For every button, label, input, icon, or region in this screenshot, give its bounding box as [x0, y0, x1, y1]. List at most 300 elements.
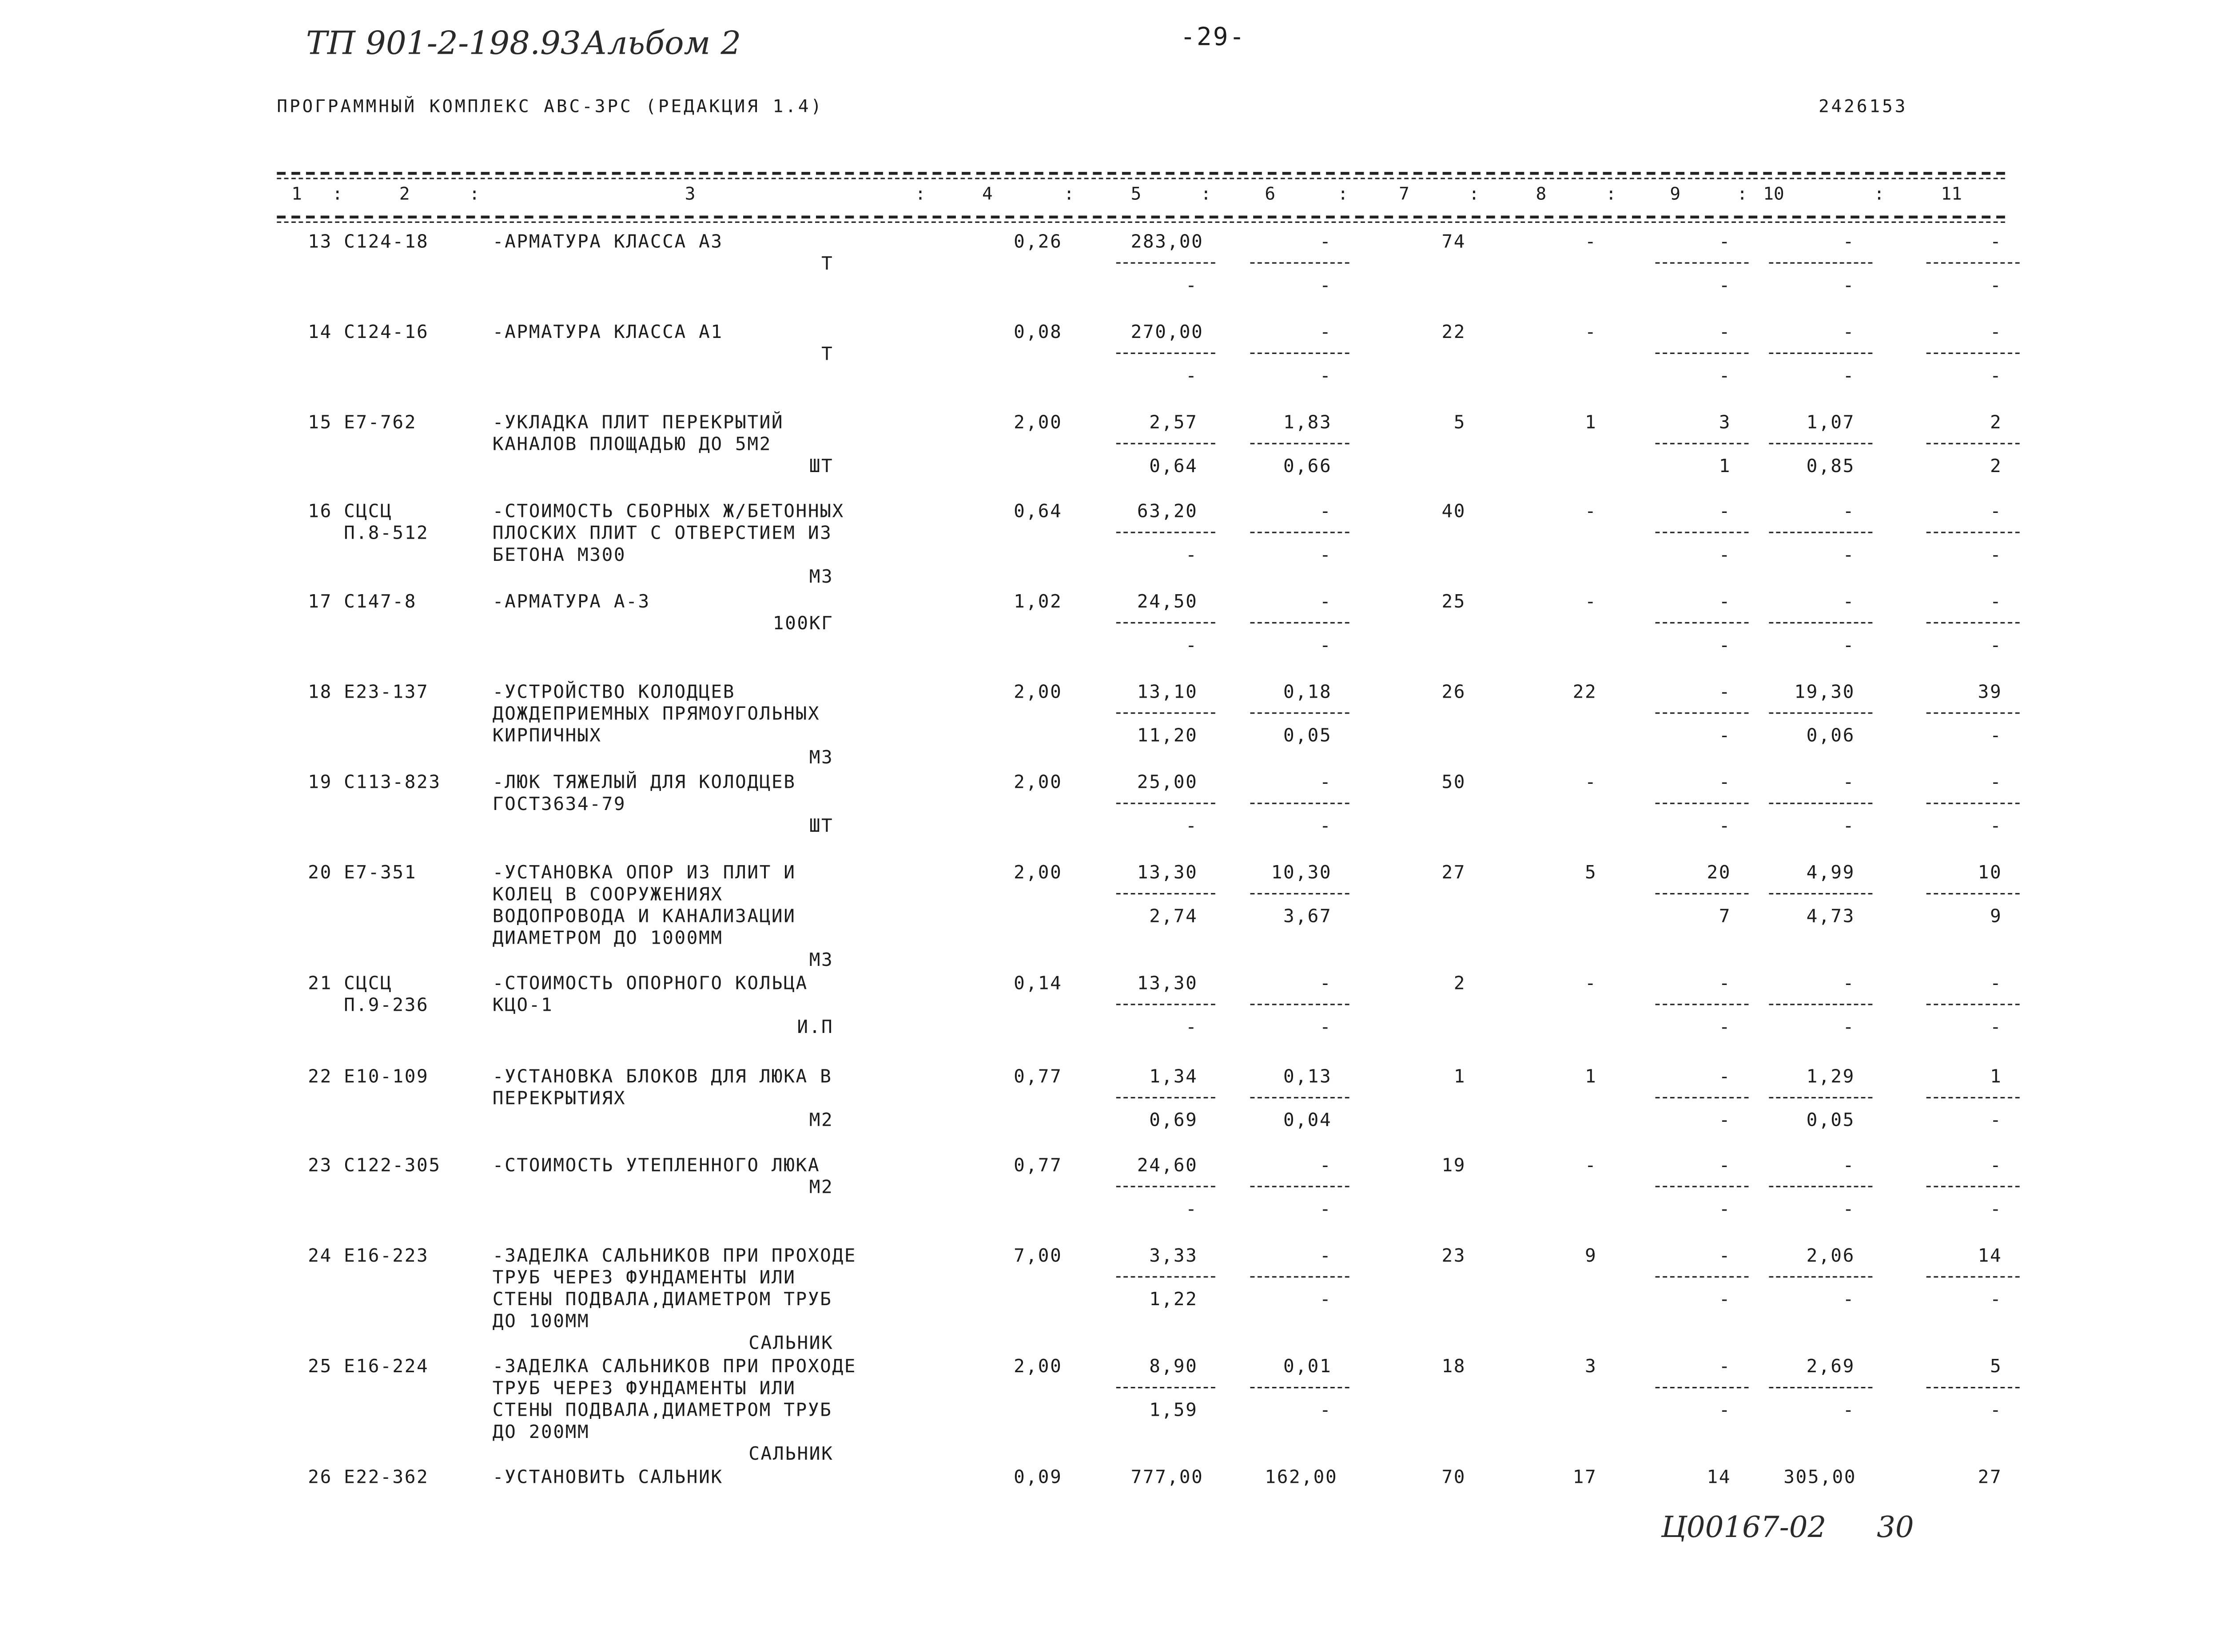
resource-code: Е7-762 [344, 411, 417, 433]
cost-col-6-top: - [1319, 590, 1332, 612]
work-description: СТЕНЫ ПОДВАЛА,ДИАМЕТРОМ ТРУБ [492, 1398, 832, 1421]
cost-col-5-top: 270,00 [1130, 320, 1204, 342]
cost-col-6-fraction-rule [1250, 443, 1349, 444]
cost-col-5-bottom: - [1186, 364, 1198, 386]
col-sep: : [1874, 183, 1885, 204]
row-number: 20 [308, 861, 332, 883]
work-description: -СТОИМОСТЬ СБОРНЫХ Ж/БЕТОННЫХ [492, 500, 844, 522]
cost-col-6-top: 162,00 [1265, 1465, 1338, 1488]
work-description: -ЗАДЕЛКА САЛЬНИКОВ ПРИ ПРОХОДЕ [492, 1244, 857, 1266]
cost-col-6-fraction-rule [1250, 622, 1349, 623]
cost-col-5-fraction-rule [1116, 1004, 1215, 1005]
table-top-rule-2 [277, 178, 2005, 179]
handwritten-sheet-number: 30 [1877, 1509, 1914, 1545]
resource-code: С147-8 [344, 590, 417, 612]
row-number: 24 [308, 1244, 332, 1266]
cost-col-11-top: 27 [1978, 1465, 2002, 1488]
cost-col-5-top: 8,90 [1149, 1354, 1198, 1377]
work-description: ПЛОСКИХ ПЛИТ С ОТВЕРСТИЕМ ИЗ [492, 521, 832, 544]
unit-of-measure: САЛЬНИК [748, 1331, 834, 1354]
cost-col-8: 22 [1572, 680, 1597, 703]
cost-col-9-bottom: 7 [1719, 905, 1731, 927]
cost-col-6-bottom: - [1319, 1015, 1332, 1037]
cost-col-10-fraction-rule [1769, 443, 1872, 444]
cost-col-5-bottom: 1,59 [1149, 1398, 1198, 1421]
quantity: 2,00 [1014, 411, 1063, 433]
cost-col-8: 5 [1584, 861, 1597, 883]
cost-col-6-fraction-rule [1250, 532, 1349, 533]
work-description: -СТОИМОСТЬ ОПОРНОГО КОЛЬЦА [492, 972, 808, 994]
cost-col-11-top: - [1990, 590, 2002, 612]
resource-code: СЦСЦ [344, 972, 393, 994]
quantity: 1,02 [1014, 590, 1063, 612]
cost-col-11-fraction-rule [1926, 532, 2020, 533]
cost-col-7: 23 [1441, 1244, 1466, 1266]
col-header-5: 5 [1130, 183, 1142, 204]
cost-col-11-bottom: - [1990, 1398, 2002, 1421]
cost-col-5-fraction-rule [1116, 262, 1215, 263]
cost-col-6-fraction-rule [1250, 1097, 1349, 1098]
cost-col-6-top: 0,01 [1283, 1354, 1332, 1377]
col-header-10: 10 [1763, 183, 1784, 204]
unit-of-measure: М3 [809, 746, 834, 768]
resource-code: П.9-236 [344, 993, 429, 1016]
handwritten-album-label: Альбом 2 [583, 26, 741, 63]
cost-col-9-fraction-rule [1656, 712, 1749, 714]
cost-col-5-top: 24,60 [1137, 1154, 1198, 1176]
cost-col-10-top: 4,99 [1806, 861, 1855, 883]
cost-col-9-bottom: - [1719, 724, 1731, 746]
cost-col-6-top: - [1319, 1244, 1332, 1266]
cost-col-9-top: - [1719, 500, 1731, 522]
cost-col-7: 18 [1441, 1354, 1466, 1377]
cost-col-8: 3 [1584, 1354, 1597, 1377]
col-sep: : [915, 183, 926, 204]
unit-of-measure: САЛЬНИК [748, 1442, 834, 1464]
cost-col-10-bottom: 4,73 [1806, 905, 1855, 927]
cost-col-10-top: - [1843, 590, 1855, 612]
cost-col-5-top: 1,34 [1149, 1064, 1198, 1087]
cost-col-11-top: 14 [1978, 1244, 2002, 1266]
cost-col-5-fraction-rule [1116, 353, 1215, 354]
quantity: 0,77 [1014, 1064, 1063, 1087]
work-description: -УКЛАДКА ПЛИТ ПЕРЕКРЫТИЙ [492, 411, 784, 433]
cost-col-6-fraction-rule [1250, 353, 1349, 354]
cost-col-11-top: 1 [1990, 1064, 2002, 1087]
cost-col-9-top: - [1719, 1154, 1731, 1176]
col-sep: : [1606, 183, 1616, 204]
cost-col-11-top: 10 [1978, 861, 2002, 883]
cost-col-10-fraction-rule [1769, 1004, 1872, 1005]
row-number: 21 [308, 972, 332, 994]
cost-col-5-bottom: - [1186, 274, 1198, 296]
cost-col-10-top: 1,07 [1806, 411, 1855, 433]
col-header-7: 7 [1399, 183, 1409, 204]
resource-code: Е23-137 [344, 680, 429, 703]
cost-col-11-bottom: 2 [1990, 454, 2002, 477]
unit-of-measure: 100КГ [772, 612, 834, 634]
col-header-1: 1 [291, 183, 302, 204]
col-header-4: 4 [982, 183, 993, 204]
cost-col-9-fraction-rule [1656, 532, 1749, 533]
cost-col-11-bottom: - [1990, 814, 2002, 836]
cost-col-9-bottom: - [1719, 274, 1731, 296]
cost-col-5-top: 777,00 [1130, 1465, 1204, 1488]
cost-col-11-top: 39 [1978, 680, 2002, 703]
quantity: 7,00 [1014, 1244, 1063, 1266]
resource-code: С124-18 [344, 230, 429, 252]
cost-col-11-fraction-rule [1926, 1276, 2020, 1278]
cost-col-9-bottom: - [1719, 1015, 1731, 1037]
cost-col-5-fraction-rule [1116, 443, 1215, 444]
work-description: КАНАЛОВ ПЛОЩАДЬЮ ДО 5М2 [492, 433, 772, 455]
cost-col-10-top: - [1843, 972, 1855, 994]
cost-col-9-fraction-rule [1656, 443, 1749, 444]
cost-col-9-fraction-rule [1656, 1004, 1749, 1005]
cost-col-5-top: 283,00 [1130, 230, 1204, 252]
col-header-11: 11 [1941, 183, 1962, 204]
cost-col-9-fraction-rule [1656, 893, 1749, 894]
cost-col-8: - [1584, 230, 1597, 252]
cost-col-11-bottom: - [1990, 724, 2002, 746]
cost-col-8: 9 [1584, 1244, 1597, 1266]
handwritten-archive-code: Ц00167-02 [1661, 1509, 1827, 1545]
quantity: 0,26 [1014, 230, 1063, 252]
col-header-2: 2 [399, 183, 410, 204]
work-description: КОЛЕЦ В СООРУЖЕНИЯХ [492, 882, 723, 905]
cost-col-9-bottom: - [1719, 1287, 1731, 1310]
table-row [274, 590, 2008, 678]
cost-col-11-fraction-rule [1926, 443, 2020, 444]
cost-col-7: 2 [1453, 972, 1466, 994]
document-code: 2426153 [1818, 96, 1908, 117]
table-row [274, 1154, 2008, 1241]
cost-col-8: - [1584, 320, 1597, 342]
cost-col-11-bottom: - [1990, 274, 2002, 296]
cost-col-5-bottom: 11,20 [1137, 724, 1198, 746]
cost-col-5-bottom: 1,22 [1149, 1287, 1198, 1310]
quantity: 2,00 [1014, 861, 1063, 883]
row-number: 13 [308, 230, 332, 252]
col-sep: : [1063, 183, 1075, 204]
cost-col-9-bottom: - [1719, 543, 1731, 565]
row-number: 19 [308, 770, 332, 793]
cost-col-9-top: - [1719, 1244, 1731, 1266]
resource-code: С124-16 [344, 320, 429, 342]
cost-col-5-fraction-rule [1116, 1097, 1215, 1098]
cost-col-5-fraction-rule [1116, 622, 1215, 623]
quantity: 2,00 [1014, 770, 1063, 793]
cost-col-9-fraction-rule [1656, 353, 1749, 354]
cost-col-6-top: 0,18 [1283, 680, 1332, 703]
cost-col-5-bottom: - [1186, 633, 1198, 656]
cost-col-9-top: - [1719, 680, 1731, 703]
cost-col-8: 1 [1584, 1064, 1597, 1087]
col-sep: : [332, 183, 343, 204]
table-row [274, 230, 2008, 318]
table-row [274, 1065, 2008, 1152]
work-description: -ЛЮК ТЯЖЕЛЫЙ ДЛЯ КОЛОДЦЕВ [492, 770, 796, 793]
cost-col-9-top: - [1719, 972, 1731, 994]
cost-col-10-bottom: - [1843, 633, 1855, 656]
cost-col-7: 5 [1453, 411, 1466, 433]
work-description: ПЕРЕКРЫТИЯХ [492, 1087, 626, 1109]
cost-col-10-top: - [1843, 320, 1855, 342]
cost-col-10-bottom: 0,05 [1806, 1108, 1855, 1131]
page-number: -29- [1180, 23, 1246, 53]
cost-col-6-bottom: - [1319, 1197, 1332, 1219]
table-row [274, 411, 2008, 498]
work-description: КЦО-1 [492, 993, 553, 1016]
cost-col-7: 26 [1441, 680, 1466, 703]
col-sep: : [1337, 183, 1349, 204]
work-description: -УСТАНОВИТЬ САЛЬНИК [492, 1465, 723, 1488]
cost-col-10-top: 1,29 [1806, 1064, 1855, 1087]
row-number: 25 [308, 1354, 332, 1377]
cost-col-9-bottom: - [1719, 814, 1731, 836]
cost-col-5-top: 13,30 [1137, 972, 1198, 994]
cost-col-10-bottom: - [1843, 1287, 1855, 1310]
cost-col-11-bottom: - [1990, 543, 2002, 565]
cost-col-6-fraction-rule [1250, 712, 1349, 714]
work-description: ТРУБ ЧЕРЕЗ ФУНДАМЕНТЫ ИЛИ [492, 1376, 796, 1399]
cost-col-10-fraction-rule [1769, 712, 1872, 714]
table-row [274, 1244, 2008, 1354]
cost-col-6-bottom: - [1319, 633, 1332, 656]
cost-col-9-bottom: 1 [1719, 454, 1731, 477]
row-number: 17 [308, 590, 332, 612]
cost-col-10-bottom: 0,85 [1806, 454, 1855, 477]
cost-col-10-fraction-rule [1769, 1387, 1872, 1388]
cost-col-10-bottom: - [1843, 1015, 1855, 1037]
col-sep: : [1201, 183, 1211, 204]
cost-col-6-top: 0,13 [1283, 1064, 1332, 1087]
cost-col-5-bottom: - [1186, 1015, 1198, 1037]
cost-col-7: 27 [1441, 861, 1466, 883]
table-row [274, 1354, 2008, 1464]
cost-col-6-bottom: 3,67 [1283, 905, 1332, 927]
cost-col-5-bottom: - [1186, 1197, 1198, 1219]
col-header-9: 9 [1670, 183, 1681, 204]
cost-col-6-bottom: - [1319, 1287, 1332, 1310]
cost-col-6-top: 10,30 [1271, 861, 1332, 883]
quantity: 0,09 [1014, 1465, 1063, 1488]
col-sep: : [1737, 183, 1747, 204]
cost-col-10-bottom: - [1843, 274, 1855, 296]
cost-col-10-top: 19,30 [1794, 680, 1855, 703]
work-description: -ЗАДЕЛКА САЛЬНИКОВ ПРИ ПРОХОДЕ [492, 1354, 857, 1377]
resource-code: Е7-351 [344, 861, 417, 883]
cost-col-11-fraction-rule [1926, 622, 2020, 623]
cost-col-5-fraction-rule [1116, 893, 1215, 894]
cost-col-10-bottom: - [1843, 1398, 1855, 1421]
cost-col-9-fraction-rule [1656, 1276, 1749, 1278]
cost-col-6-fraction-rule [1250, 1004, 1349, 1005]
cost-col-11-fraction-rule [1926, 712, 2020, 714]
work-description: ДОЖДЕПРИЕМНЫХ ПРЯМОУГОЛЬНЫХ [492, 702, 820, 724]
cost-col-8: - [1584, 1154, 1597, 1176]
cost-col-6-bottom: 0,66 [1283, 454, 1332, 477]
cost-col-6-top: - [1319, 770, 1332, 793]
table-header-bottom-rule-2 [277, 222, 2005, 223]
table-row [274, 770, 2008, 858]
col-sep: : [469, 183, 480, 204]
cost-col-8: 17 [1572, 1465, 1597, 1488]
cost-col-10-fraction-rule [1769, 893, 1872, 894]
cost-col-9-top: - [1719, 590, 1731, 612]
cost-col-10-fraction-rule [1769, 622, 1872, 623]
cost-col-6-top: - [1319, 230, 1332, 252]
cost-col-5-top: 13,10 [1137, 680, 1198, 703]
cost-col-10-top: 2,06 [1806, 1244, 1855, 1266]
work-description: ГОСТ3634-79 [492, 792, 626, 814]
cost-col-9-bottom: - [1719, 633, 1731, 656]
resource-code: П.8-512 [344, 521, 429, 544]
cost-col-10-fraction-rule [1769, 353, 1872, 354]
work-description: -УСТАНОВКА ОПОР ИЗ ПЛИТ И [492, 861, 796, 883]
work-description: ВОДОПРОВОДА И КАНАЛИЗАЦИИ [492, 905, 796, 927]
cost-col-7: 25 [1441, 590, 1466, 612]
cost-col-5-top: 13,30 [1137, 861, 1198, 883]
unit-of-measure: Т [821, 342, 834, 365]
cost-col-10-bottom: 0,06 [1806, 724, 1855, 746]
work-description: -АРМАТУРА КЛАССА А3 [492, 230, 723, 252]
cost-col-6-bottom: - [1319, 814, 1332, 836]
row-number: 23 [308, 1154, 332, 1176]
cost-col-5-fraction-rule [1116, 803, 1215, 804]
cost-col-9-fraction-rule [1656, 262, 1749, 263]
work-description: ДИАМЕТРОМ ДО 1000ММ [492, 926, 723, 949]
cost-col-6-fraction-rule [1250, 262, 1349, 263]
cost-col-5-fraction-rule [1116, 1186, 1215, 1187]
col-header-3: 3 [685, 183, 696, 204]
cost-col-11-fraction-rule [1926, 1186, 2020, 1187]
cost-col-5-fraction-rule [1116, 532, 1215, 533]
cost-col-6-top: 1,83 [1283, 411, 1332, 433]
unit-of-measure: ШТ [809, 454, 834, 477]
handwritten-project-code: ТП 901-2-198.93 [306, 26, 581, 63]
cost-col-11-bottom: - [1990, 633, 2002, 656]
cost-col-11-top: - [1990, 230, 2002, 252]
work-description: -АРМАТУРА КЛАССА А1 [492, 320, 723, 342]
cost-col-10-fraction-rule [1769, 532, 1872, 533]
cost-col-5-bottom: - [1186, 543, 1198, 565]
row-number: 18 [308, 680, 332, 703]
cost-col-10-bottom: - [1843, 364, 1855, 386]
row-number: 14 [308, 320, 332, 342]
cost-col-9-bottom: - [1719, 1398, 1731, 1421]
work-description: -УСТАНОВКА БЛОКОВ ДЛЯ ЛЮКА В [492, 1064, 832, 1087]
cost-col-5-bottom: 0,69 [1149, 1108, 1198, 1131]
cost-col-5-fraction-rule [1116, 1387, 1215, 1388]
resource-code: С122-305 [344, 1154, 441, 1176]
cost-col-11-top: - [1990, 500, 2002, 522]
cost-col-11-fraction-rule [1926, 1004, 2020, 1005]
table-row [274, 861, 2008, 970]
unit-of-measure: М3 [809, 948, 834, 970]
table-row [274, 321, 2008, 408]
cost-col-6-bottom: 0,05 [1283, 724, 1332, 746]
work-description: ТРУБ ЧЕРЕЗ ФУНДАМЕНТЫ ИЛИ [492, 1266, 796, 1288]
cost-col-10-top: - [1843, 770, 1855, 793]
cost-col-6-bottom: 0,04 [1283, 1108, 1332, 1131]
cost-col-6-bottom: - [1319, 543, 1332, 565]
cost-col-6-top: - [1319, 1154, 1332, 1176]
quantity: 0,08 [1014, 320, 1063, 342]
cost-col-8: - [1584, 770, 1597, 793]
cost-col-7: 70 [1441, 1465, 1466, 1488]
cost-col-11-bottom: - [1990, 1197, 2002, 1219]
cost-col-9-fraction-rule [1656, 803, 1749, 804]
cost-col-11-top: - [1990, 1154, 2002, 1176]
quantity: 0,77 [1014, 1154, 1063, 1176]
unit-of-measure: Т [821, 252, 834, 274]
cost-col-9-fraction-rule [1656, 1097, 1749, 1098]
cost-col-9-top: - [1719, 320, 1731, 342]
cost-col-10-bottom: - [1843, 1197, 1855, 1219]
table-header-bottom-rule [277, 215, 2005, 218]
quantity: 0,64 [1014, 500, 1063, 522]
resource-code: Е22-362 [344, 1465, 429, 1488]
resource-code: С113-823 [344, 770, 441, 793]
cost-col-8: - [1584, 972, 1597, 994]
cost-col-9-bottom: - [1719, 364, 1731, 386]
table-top-rule [277, 172, 2005, 175]
cost-col-11-fraction-rule [1926, 803, 2020, 804]
cost-col-5-top: 24,50 [1137, 590, 1198, 612]
cost-col-11-top: - [1990, 320, 2002, 342]
cost-col-11-bottom: - [1990, 1108, 2002, 1131]
cost-col-7: 50 [1441, 770, 1466, 793]
table-header-row [274, 183, 2008, 206]
cost-col-9-top: - [1719, 1354, 1731, 1377]
cost-col-7: 74 [1441, 230, 1466, 252]
row-number: 26 [308, 1465, 332, 1488]
cost-col-11-fraction-rule [1926, 1097, 2020, 1098]
unit-of-measure: И.П [797, 1015, 834, 1037]
cost-col-10-top: 305,00 [1783, 1465, 1857, 1488]
cost-col-10-fraction-rule [1769, 1097, 1872, 1098]
cost-col-11-bottom: - [1990, 1287, 2002, 1310]
cost-col-5-bottom: 0,64 [1149, 454, 1198, 477]
work-description: КИРПИЧНЫХ [492, 724, 602, 746]
cost-col-10-fraction-rule [1769, 262, 1872, 263]
cost-col-8: - [1584, 500, 1597, 522]
cost-col-11-fraction-rule [1926, 262, 2020, 263]
cost-col-6-fraction-rule [1250, 1387, 1349, 1388]
resource-code: Е16-223 [344, 1244, 429, 1266]
cost-col-6-bottom: - [1319, 274, 1332, 296]
row-number: 22 [308, 1064, 332, 1087]
cost-col-6-bottom: - [1319, 364, 1332, 386]
cost-col-10-fraction-rule [1769, 803, 1872, 804]
cost-col-7: 1 [1453, 1064, 1466, 1087]
cost-col-5-top: 3,33 [1149, 1244, 1198, 1266]
unit-of-measure: ШТ [809, 814, 834, 836]
cost-col-9-fraction-rule [1656, 1387, 1749, 1388]
cost-col-9-top: 20 [1707, 861, 1731, 883]
cost-col-5-top: 63,20 [1137, 500, 1198, 522]
cost-col-11-fraction-rule [1926, 1387, 2020, 1388]
cost-col-11-fraction-rule [1926, 893, 2020, 894]
cost-col-6-top: - [1319, 320, 1332, 342]
quantity: 0,14 [1014, 972, 1063, 994]
cost-col-9-fraction-rule [1656, 1186, 1749, 1187]
work-description: СТЕНЫ ПОДВАЛА,ДИАМЕТРОМ ТРУБ [492, 1287, 832, 1310]
work-description: -СТОИМОСТЬ УТЕПЛЕННОГО ЛЮКА [492, 1154, 820, 1176]
work-description: ДО 100ММ [492, 1310, 590, 1332]
unit-of-measure: М3 [809, 565, 834, 588]
